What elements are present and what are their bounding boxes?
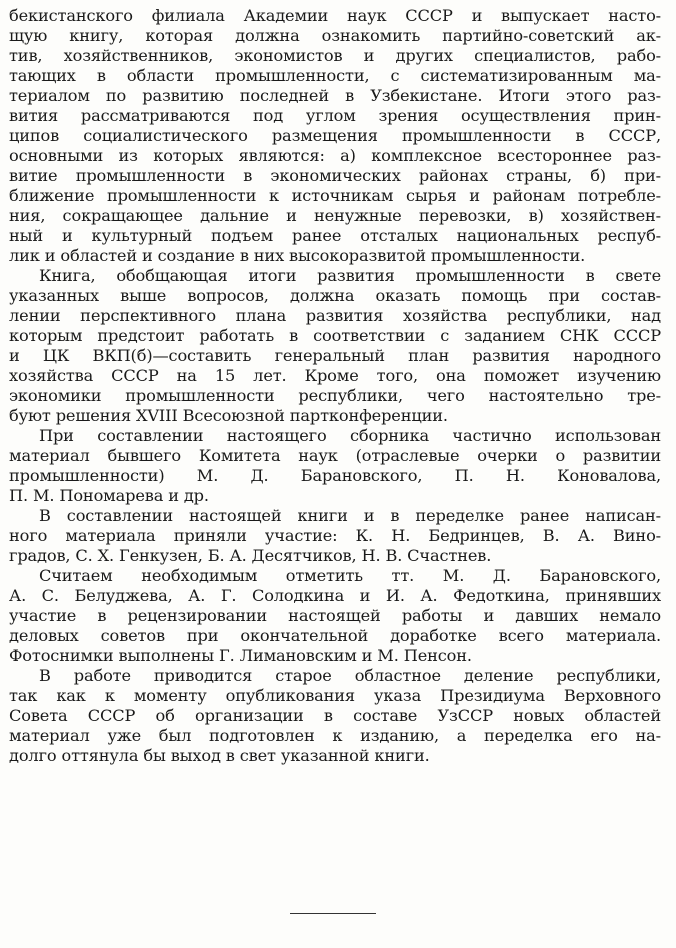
text-line: В работе приводится старое областное деление республики, <box>39 666 661 685</box>
text-line: В составлении настоящей книги и в переделке ранее написан- <box>39 506 661 525</box>
text-line: буют решения XVIII Всесоюзной партконференции. <box>9 406 448 425</box>
text-line: так как к моменту опубликования указа Президиума Верховного <box>9 686 661 705</box>
text-line: Книга, обобщающая итоги развития промышленности в свете <box>39 266 661 285</box>
paragraph-p6 <box>9 666 661 766</box>
text-line: долго оттянула бы выход в свет указанной книги. <box>9 746 430 765</box>
text-line: градов, С. Х. Генкузен, Б. А. Десятчиков, Н. В. Счастнев. <box>9 546 492 565</box>
text-line: П. М. Пономарева и др. <box>9 486 209 505</box>
text-line: ный и культурный подъем ранее отсталых национальных респуб- <box>9 226 661 245</box>
text-line: промышленности) М. Д. Барановского, П. Н. Коновалова, <box>9 466 661 485</box>
paragraph-p4 <box>9 506 661 566</box>
text-line: деловых советов при окончательной доработке всего материала. <box>9 626 661 645</box>
text-line: лик и областей и создание в них высокоразвитой промышленности. <box>9 246 586 265</box>
text-line: участие в рецензировании настоящей работы и давших немало <box>9 606 661 625</box>
text-line: материал бывшего Комитета наук (отраслевые очерки о развитии <box>9 446 661 465</box>
text-line: основными из которых являются: а) комплексное всестороннее раз- <box>9 146 661 165</box>
paragraph-p1 <box>9 6 661 266</box>
text-line: ного материала приняли участие: К. Н. Бедринцев, В. А. Вино- <box>9 526 661 545</box>
text-line: экономики промышленности республики, чего настоятельно тре- <box>9 386 661 405</box>
text-line: А. С. Белуджева, А. Г. Солодкина и И. А. Федоткина, принявших <box>9 586 661 605</box>
text-line: витие промышленности в экономических районах страны, б) при- <box>9 166 661 185</box>
text-line: Совета СССР об организации в составе УзССР новых областей <box>9 706 661 725</box>
footer-rule <box>290 913 376 914</box>
text-line: ближение промышленности к источникам сырья и районам потребле- <box>9 186 661 205</box>
text-line: Фотоснимки выполнены Г. Лимановским и М. Пенсон. <box>9 646 472 665</box>
text-line: ния, сокращающее дальние и ненужные перевозки, в) хозяйствен- <box>9 206 661 225</box>
text-line: хозяйства СССР на 15 лет. Кроме того, она поможет изучению <box>9 366 661 385</box>
text-line: и ЦК ВКП(б)—составить генеральный план развития народного <box>9 346 661 365</box>
text-line: щую книгу, которая должна ознакомить партийно-советский ак- <box>9 26 661 45</box>
text-line: Считаем необходимым отметить тт. М. Д. Барановского, <box>39 566 661 585</box>
paragraph-p3 <box>9 426 661 506</box>
document-page <box>9 6 661 766</box>
paragraph-p5 <box>9 566 661 666</box>
text-line: тающих в области промышленности, с систематизированным ма- <box>9 66 661 85</box>
text-line: ципов социалистического размещения промышленности в СССР, <box>9 126 661 145</box>
text-line: вития рассматриваются под углом зрения осуществления прин- <box>9 106 661 125</box>
text-line: указанных выше вопросов, должна оказать помощь при состав- <box>9 286 661 305</box>
paragraph-p2 <box>9 266 661 426</box>
text-line: бекистанского филиала Академии наук СССР и выпускает насто- <box>9 6 661 25</box>
text-line: териалом по развитию последней в Узбекистане. Итоги этого раз- <box>9 86 661 105</box>
text-line: которым предстоит работать в соответствии с заданием СНК СССР <box>9 326 661 345</box>
text-line: материал уже был подготовлен к изданию, а переделка его на- <box>9 726 661 745</box>
text-line: лении перспективного плана развития хозяйства республики, над <box>9 306 661 325</box>
text-line: тив, хозяйственников, экономистов и других специалистов, рабо- <box>9 46 661 65</box>
text-line: При составлении настоящего сборника частично использован <box>39 426 661 445</box>
